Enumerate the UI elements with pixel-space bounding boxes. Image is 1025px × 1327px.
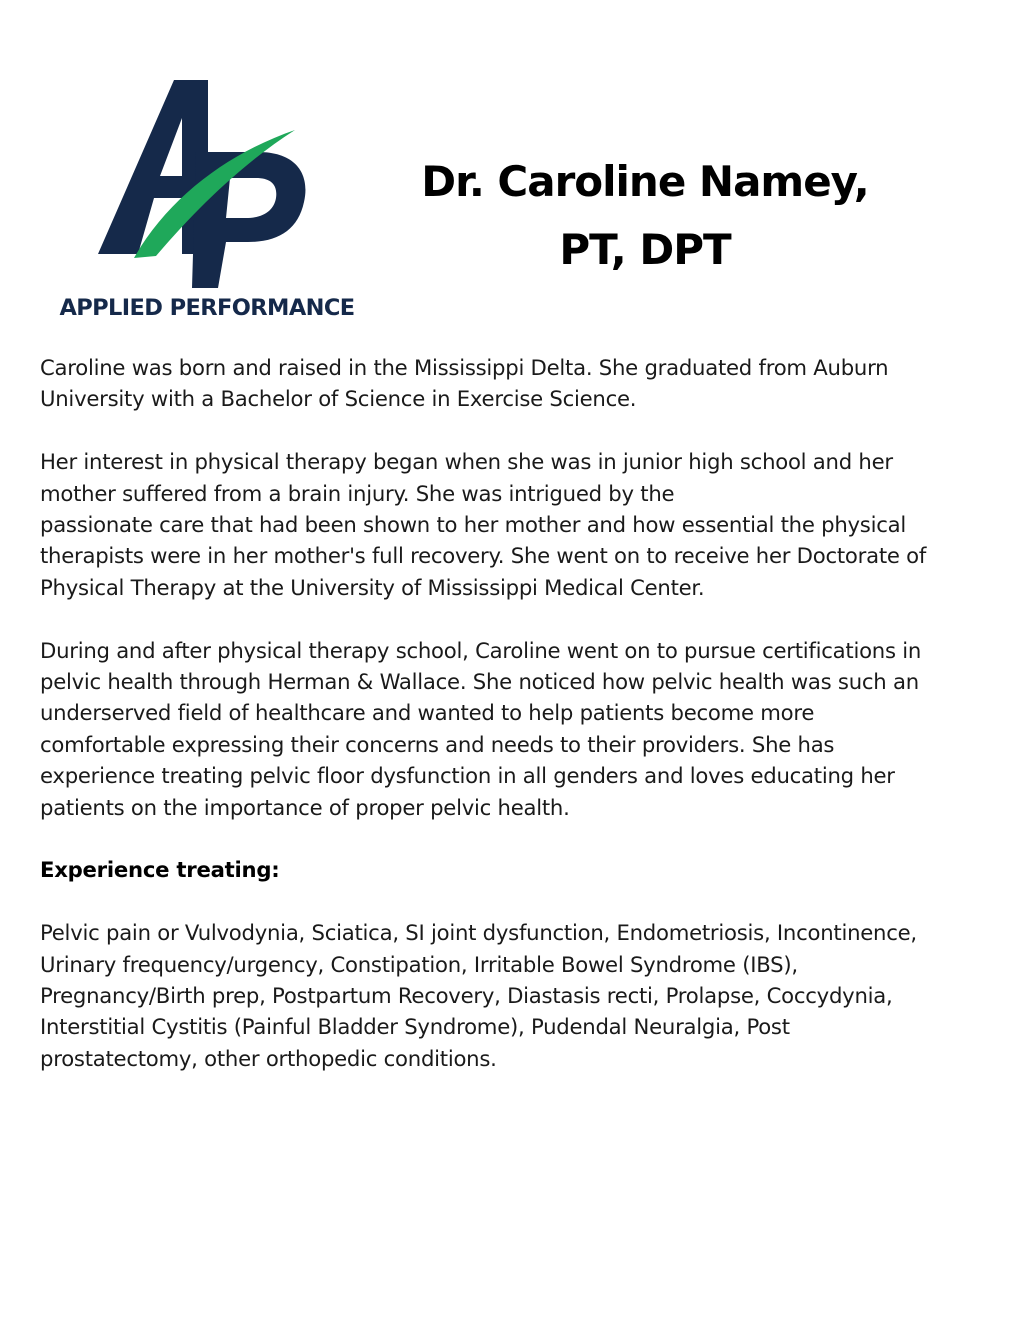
text-line: therapists were in her mother's full recovery. She went on to receive her Doctorate of [40,543,927,569]
bio-paragraph-background [40,352,1025,415]
text-line: Physical Therapy at the University of Mississippi Medical Center. [40,574,705,600]
text-line: passionate care that had been shown to her mother and how essential the physical [40,512,906,538]
bio-paragraph-certifications [40,635,1025,823]
text-line: Pelvic pain or Vulvodynia, Sciatica, SI joint dysfunction, Endometriosis, Incontinence, [40,920,917,946]
text-line: University with a Bachelor of Science in Exercise Science. [40,386,637,412]
text-line: Urinary frequency/urgency, Constipation, Irritable Bowel Syndrome (IBS), [40,951,798,977]
experience-heading: Experience treating: [40,857,280,883]
text-line: underserved field of healthcare and wanted to help patients become more [40,700,815,726]
text-line: experience treating pelvic floor dysfunction in all genders and loves educating her [40,763,895,789]
page-title [385,148,905,284]
text-line: Pregnancy/Birth prep, Postpartum Recovery, Diastasis recti, Prolapse, Coccydynia, [40,983,893,1009]
text-line: pelvic health through Herman & Wallace. She noticed how pelvic health was such an [40,669,919,695]
text-line: patients on the importance of proper pelvic health. [40,794,570,820]
text-line: Caroline was born and raised in the Mississippi Delta. She graduated from Auburn [40,355,889,380]
brand-name: APPLIED PERFORMANCE [59,295,355,321]
text-line: prostatectomy, other orthopedic conditions. [40,1045,497,1071]
applied-performance-logo [48,78,366,328]
ap-monogram-icon [98,78,313,293]
title-line-credentials: PT, DPT [559,225,731,274]
title-line-name: Dr. Caroline Namey, [421,157,869,206]
text-line: During and after physical therapy school, Caroline went on to pursue certifications in [40,637,922,663]
text-line: mother suffered from a brain injury. She was intrigued by the [40,480,675,506]
bio-paragraph-interest [40,446,1025,603]
text-line: Interstitial Cystitis (Painful Bladder Syndrome), Pudendal Neuralgia, Post [40,1014,790,1040]
bio-content [40,352,1025,1106]
text-line: comfortable expressing their concerns and needs to their providers. She has [40,731,835,757]
conditions-list [40,917,1025,1074]
text-line: Her interest in physical therapy began when she was in junior high school and her [40,449,893,475]
